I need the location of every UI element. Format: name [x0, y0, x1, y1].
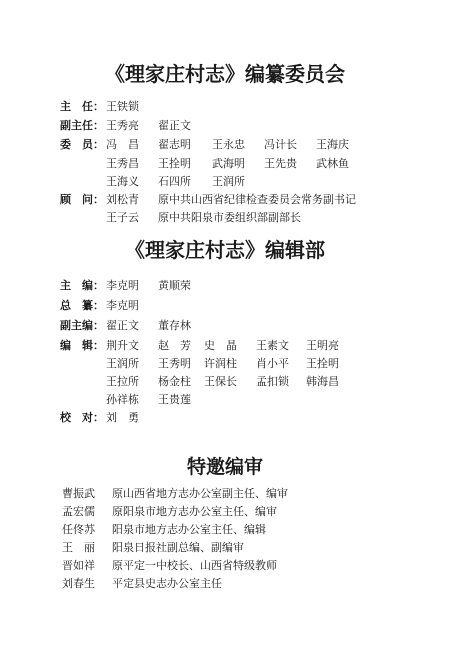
proofreader-row [0, 409, 450, 427]
reviewer-name: 王 丽 [62, 541, 95, 554]
general-editor-label: 总 纂： [60, 299, 104, 312]
director-row [0, 98, 450, 116]
reviewer-title: 平定县史志办公室主任 [112, 577, 222, 590]
editor-name: 许润柱 [204, 357, 237, 370]
reviewer-name: 任佟苏 [62, 523, 95, 536]
editors-row [0, 391, 450, 409]
member-name: 石四所 [158, 175, 191, 188]
reviewer-title: 阳泉日报社副总编、副编审 [112, 541, 244, 554]
editor-name: 王明亮 [306, 339, 339, 352]
deputy-editor-label: 副主编： [60, 319, 104, 332]
reviewer-row [0, 539, 450, 557]
vice-director-row [0, 117, 450, 135]
reviewer-row [0, 557, 450, 575]
member-name: 王海庆 [316, 138, 349, 151]
vice-director-label: 副主任： [60, 119, 104, 132]
member-name: 王永忠 [212, 138, 245, 151]
reviewer-name: 曹振武 [62, 487, 95, 500]
editor-name: 王拉所 [106, 375, 139, 388]
members-row [0, 155, 450, 173]
general-editor-row [0, 297, 450, 315]
members-row [0, 173, 450, 191]
editors-label: 编 辑： [60, 339, 104, 352]
advisor-name: 王子云 [106, 211, 139, 224]
editor-name: 肖小平 [256, 357, 289, 370]
editorial-title: 《理家庄村志》编辑部 [125, 238, 325, 262]
member-name: 冯 昌 [106, 138, 139, 151]
deputy-editor-row [0, 317, 450, 335]
deputy-editor-name: 翟正文 [106, 319, 139, 332]
editor-name: 王贵莲 [158, 393, 191, 406]
editor-name: 孙祥栋 [106, 393, 139, 406]
reviewer-row [0, 521, 450, 539]
deputy-editor-name: 董存林 [158, 319, 191, 332]
reviewer-title: 原平定一中校长、山西省特级教师 [112, 559, 277, 572]
editors-row [0, 355, 450, 373]
member-name: 王海义 [106, 175, 139, 188]
member-name: 王先贵 [264, 157, 297, 170]
advisors-row [0, 209, 450, 227]
reviewer-title: 阳泉市地方志办公室主任、编辑 [112, 523, 266, 536]
reviewer-name: 刘春生 [62, 577, 95, 590]
editors-row [0, 337, 450, 355]
reviewer-title: 原阳泉市地方志办公室主任、编审 [112, 505, 277, 518]
editor-name: 王拴明 [306, 357, 339, 370]
member-name: 王拴明 [158, 157, 191, 170]
director-label: 主 任： [60, 100, 104, 113]
members-label: 委 员： [60, 138, 104, 151]
vice-director-name: 翟正文 [158, 119, 191, 132]
reviewer-row [0, 503, 450, 521]
member-name: 冯计长 [264, 138, 297, 151]
reviewer-row [0, 575, 450, 593]
member-name: 王润所 [212, 175, 245, 188]
advisor-name: 刘松青 [106, 193, 139, 206]
chief-editor-row [0, 277, 450, 295]
editor-name: 荆升文 [106, 339, 139, 352]
vice-director-name: 王秀亮 [106, 119, 139, 132]
editor-name: 孟扣锁 [256, 375, 289, 388]
editor-name: 赵 芳 [158, 339, 191, 352]
reviewer-name: 晋如祥 [62, 559, 95, 572]
editor-name: 韩海昌 [306, 375, 339, 388]
reviewer-title: 原山西省地方志办公室副主任、编审 [112, 487, 288, 500]
advisor-title: 原中共山西省纪律检查委员会常务副书记 [158, 193, 356, 206]
reviewer-row [0, 485, 450, 503]
proofreader-label: 校 对： [60, 411, 104, 424]
director-name: 王铁锁 [106, 100, 139, 113]
members-row [0, 136, 450, 154]
proofreader-name: 刘 勇 [106, 411, 139, 424]
advisor-title: 原中共阳泉市委组织部副部长 [158, 211, 301, 224]
member-name: 翟志明 [158, 138, 191, 151]
member-name: 王秀昌 [106, 157, 139, 170]
committee-title: 《理家庄村志》编纂委员会 [105, 62, 345, 86]
special-reviewers-title: 特邀编审 [186, 456, 263, 478]
member-name: 武林鱼 [316, 157, 349, 170]
reviewer-name: 孟宏儒 [62, 505, 95, 518]
editor-name: 王润所 [106, 357, 139, 370]
advisors-row [0, 191, 450, 209]
editor-name: 杨金柱 [158, 375, 191, 388]
editor-name: 王素文 [256, 339, 289, 352]
chief-editor-name: 李克明 [106, 279, 139, 292]
editors-row [0, 373, 450, 391]
editor-name: 史 晶 [204, 339, 237, 352]
member-name: 武海明 [212, 157, 245, 170]
editor-name: 王秀明 [158, 357, 191, 370]
general-editor-name: 李克明 [106, 299, 139, 312]
advisors-label: 顾 问： [60, 193, 104, 206]
chief-editor-name: 黄顺荣 [158, 279, 191, 292]
chief-editor-label: 主 编： [60, 279, 104, 292]
editor-name: 王保长 [204, 375, 237, 388]
